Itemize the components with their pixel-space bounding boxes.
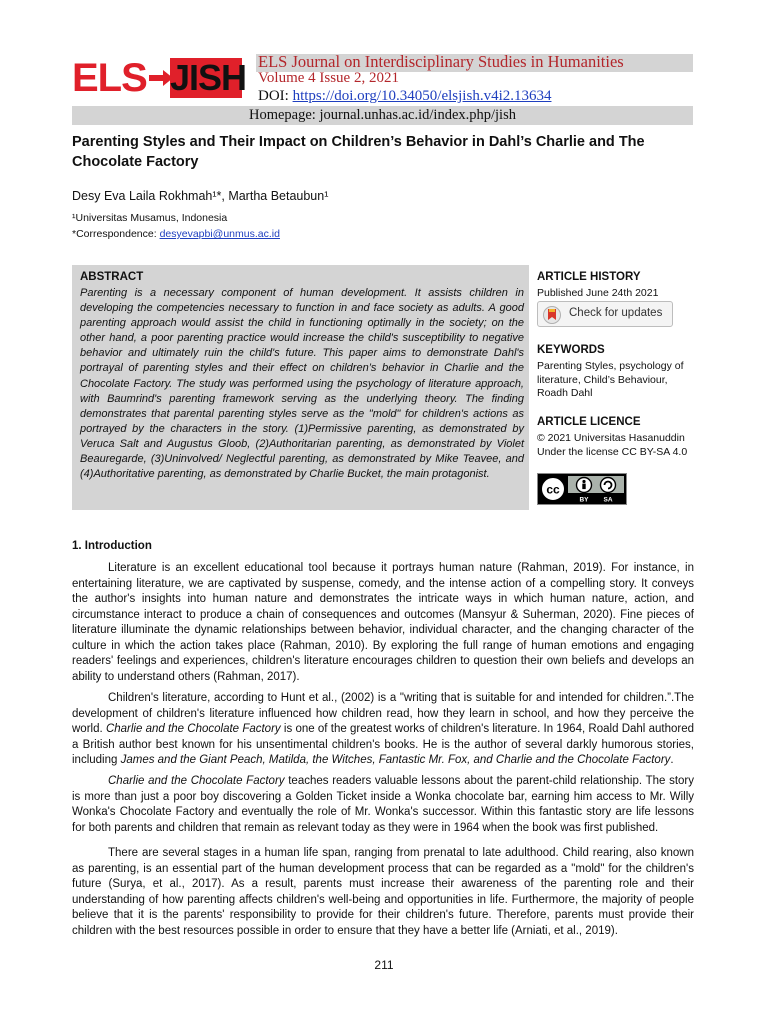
logo-jish-text: JISH <box>170 57 247 98</box>
licence-text: © 2021 Universitas Hasanuddin Under the license CC BY-SA 4.0 <box>537 432 688 458</box>
abstract-heading: ABSTRACT <box>80 271 144 283</box>
article-history-heading: ARTICLE HISTORY <box>537 271 641 283</box>
p3-book-title: Charlie and the Chocolate Factory <box>108 775 285 787</box>
intro-paragraph-3 <box>72 774 694 836</box>
cc-by-label: BY <box>579 496 589 504</box>
introduction-heading: 1. Introduction <box>72 540 152 552</box>
correspondence <box>72 228 280 240</box>
p2-text-a: Children's literature, according to Hunt et al., (2002) is a "writing that is suitable for and intended for children.”.The development of children's literature influenced how children read, how they learn in school, and how they perceive the world. <box>72 692 694 735</box>
page-number: 211 <box>374 958 394 972</box>
check-for-updates-label: Check for updates <box>569 307 663 319</box>
journal-title: ELS Journal on Interdisciplinary Studies in Humanities <box>258 52 624 71</box>
p3-text: teaches readers valuable lessons about the parent-child relationship. The story is more than just a poor boy discovering a Golden Ticket inside a Wonka chocolate bar, earning him access to Mr. Willy Wonka's Chocolate Factory and eventually the role of Mr. Wonka's successor. Within this fantastic story are life lessons for both parents and children that remain as relevant today as they were in 1964 when the book was first published. <box>72 775 694 834</box>
affiliation: ¹Universitas Musamus, Indonesia <box>72 212 228 224</box>
abstract-text: Parenting is a necessary component of human development. It assists children in developing the competencies necessary to function in and face society as adults. A good parenting approach would assist the child in functioning optimally in the society; on the other hand, a poor parenting practice would increase the child's susceptibility to negative behavior and ultimately ruin the child's future. This paper aims to demonstrate Dahl's portrayal of parenting styles and their effect on children’s behavior in Charlie and the Chocolate Factory. The study was performed using the psychology of literature approach, with Baumrind's parenting framework serving as the underlying theory. The finding demonstrates that parental parenting styles serve as the "mold" for children's actions as portrayed by the characters in the story. (1)Permissive parenting, as demonstrated by Veruca Salt and Augustus Gloob, (2)Authoritarian parenting, as demonstrated by Violet Beauregarde, (3)Uninvolved/ Neglectful parenting, as demonstrated by Mike Teavee, and (4)Authoritative parenting, as demonstrated by Charlie Bucket, the main protagonist. <box>80 287 524 481</box>
authors: Desy Eva Laila Rokhmah¹*, Martha Betaubun¹ <box>72 189 329 203</box>
keywords-list: Parenting Styles, psychology of literature, Child’s Behaviour, Roadh Dahl <box>537 360 684 399</box>
keywords-heading: KEYWORDS <box>537 344 605 356</box>
journal-logo <box>72 54 247 102</box>
journal-volume: Volume 4 Issue 2, 2021 <box>258 70 399 86</box>
published-date: Published June 24th 2021 <box>537 287 659 299</box>
intro-paragraph-1: Literature is an excellent educational tool because it portrays human nature (Rahman, 2019). For instance, in entertaining literature, we are captivated by suspense, comedy, and the intense action of a compelling story. It conveys the author's insights into human nature and demonstrates the intricate ways in which human nature, action, and circumstance interact to produce a chain of consequences and outcomes (Mansyur & Suherman, 2020). Fine pieces of literature illuminate the dynamic relationships between behavior, individual character, and the changing character of the culture in which the action takes place (Rahman, 2010). By exploring the full range of human emotions and engaging readers' feelings and experiences, children's literature encourages children to question their own beliefs and develops an ability to understand others (Rahman, 2017). <box>72 562 694 683</box>
correspondence-label: *Correspondence: <box>72 228 160 240</box>
p2-book-list: James and the Giant Peach, Matilda, the Witches, Fantastic Mr. Fox, and Charlie and the Chocolate Factory <box>120 754 671 766</box>
logo-els-text: ELS <box>72 56 147 100</box>
doi-line <box>258 88 551 105</box>
p2-book-title: Charlie and the Chocolate Factory <box>105 723 281 735</box>
intro-paragraph-4: There are several stages in a human life span, ranging from prenatal to late adulthood. Child rearing, also known as parenting, is an essential part of the human development process that can be regarded as a "mold" for the children's future (Surya, et al., 2017). As a result, parents must increase their awareness of the parenting role and their understanding of how parenting affects children's well-being and opportunities in life. Furthermore, the majority of people believe that it is the parents' responsibility to provide for their children's future. Therefore, parents must provide their children with the best resources possible in order to ensure that they have a better life (Arniati, et al., 2019). <box>72 847 694 937</box>
cc-by-sa-badge-icon[interactable] <box>537 473 627 505</box>
p2-text-c: is one of the greatest works of children's literature. In 1964, Roald Dahl authored a British author best known for his unsentimental children's books. He is the author of several darkly humorous stories, including <box>72 723 695 766</box>
bookmark-check-icon <box>543 306 561 324</box>
check-for-updates-button[interactable] <box>537 301 673 327</box>
svg-text:cc: cc <box>546 482 560 497</box>
article-licence-heading: ARTICLE LICENCE <box>537 416 641 428</box>
doi-label: DOI: <box>258 88 293 104</box>
paper-title: Parenting Styles and Their Impact on Children’s Behavior in Dahl’s Charlie and The Chocolate Factory <box>72 134 645 170</box>
cc-sa-label: SA <box>603 496 613 504</box>
doi-link[interactable]: https://doi.org/10.34050/elsjish.v4i2.13634 <box>292 88 552 104</box>
intro-paragraph-2 <box>72 691 694 769</box>
p2-text-e: . <box>670 754 674 766</box>
correspondence-email-link[interactable]: desyevapbi@unmus.ac.id <box>159 228 280 240</box>
homepage-line: Homepage: journal.unhas.ac.id/index.php/jish <box>249 107 516 123</box>
